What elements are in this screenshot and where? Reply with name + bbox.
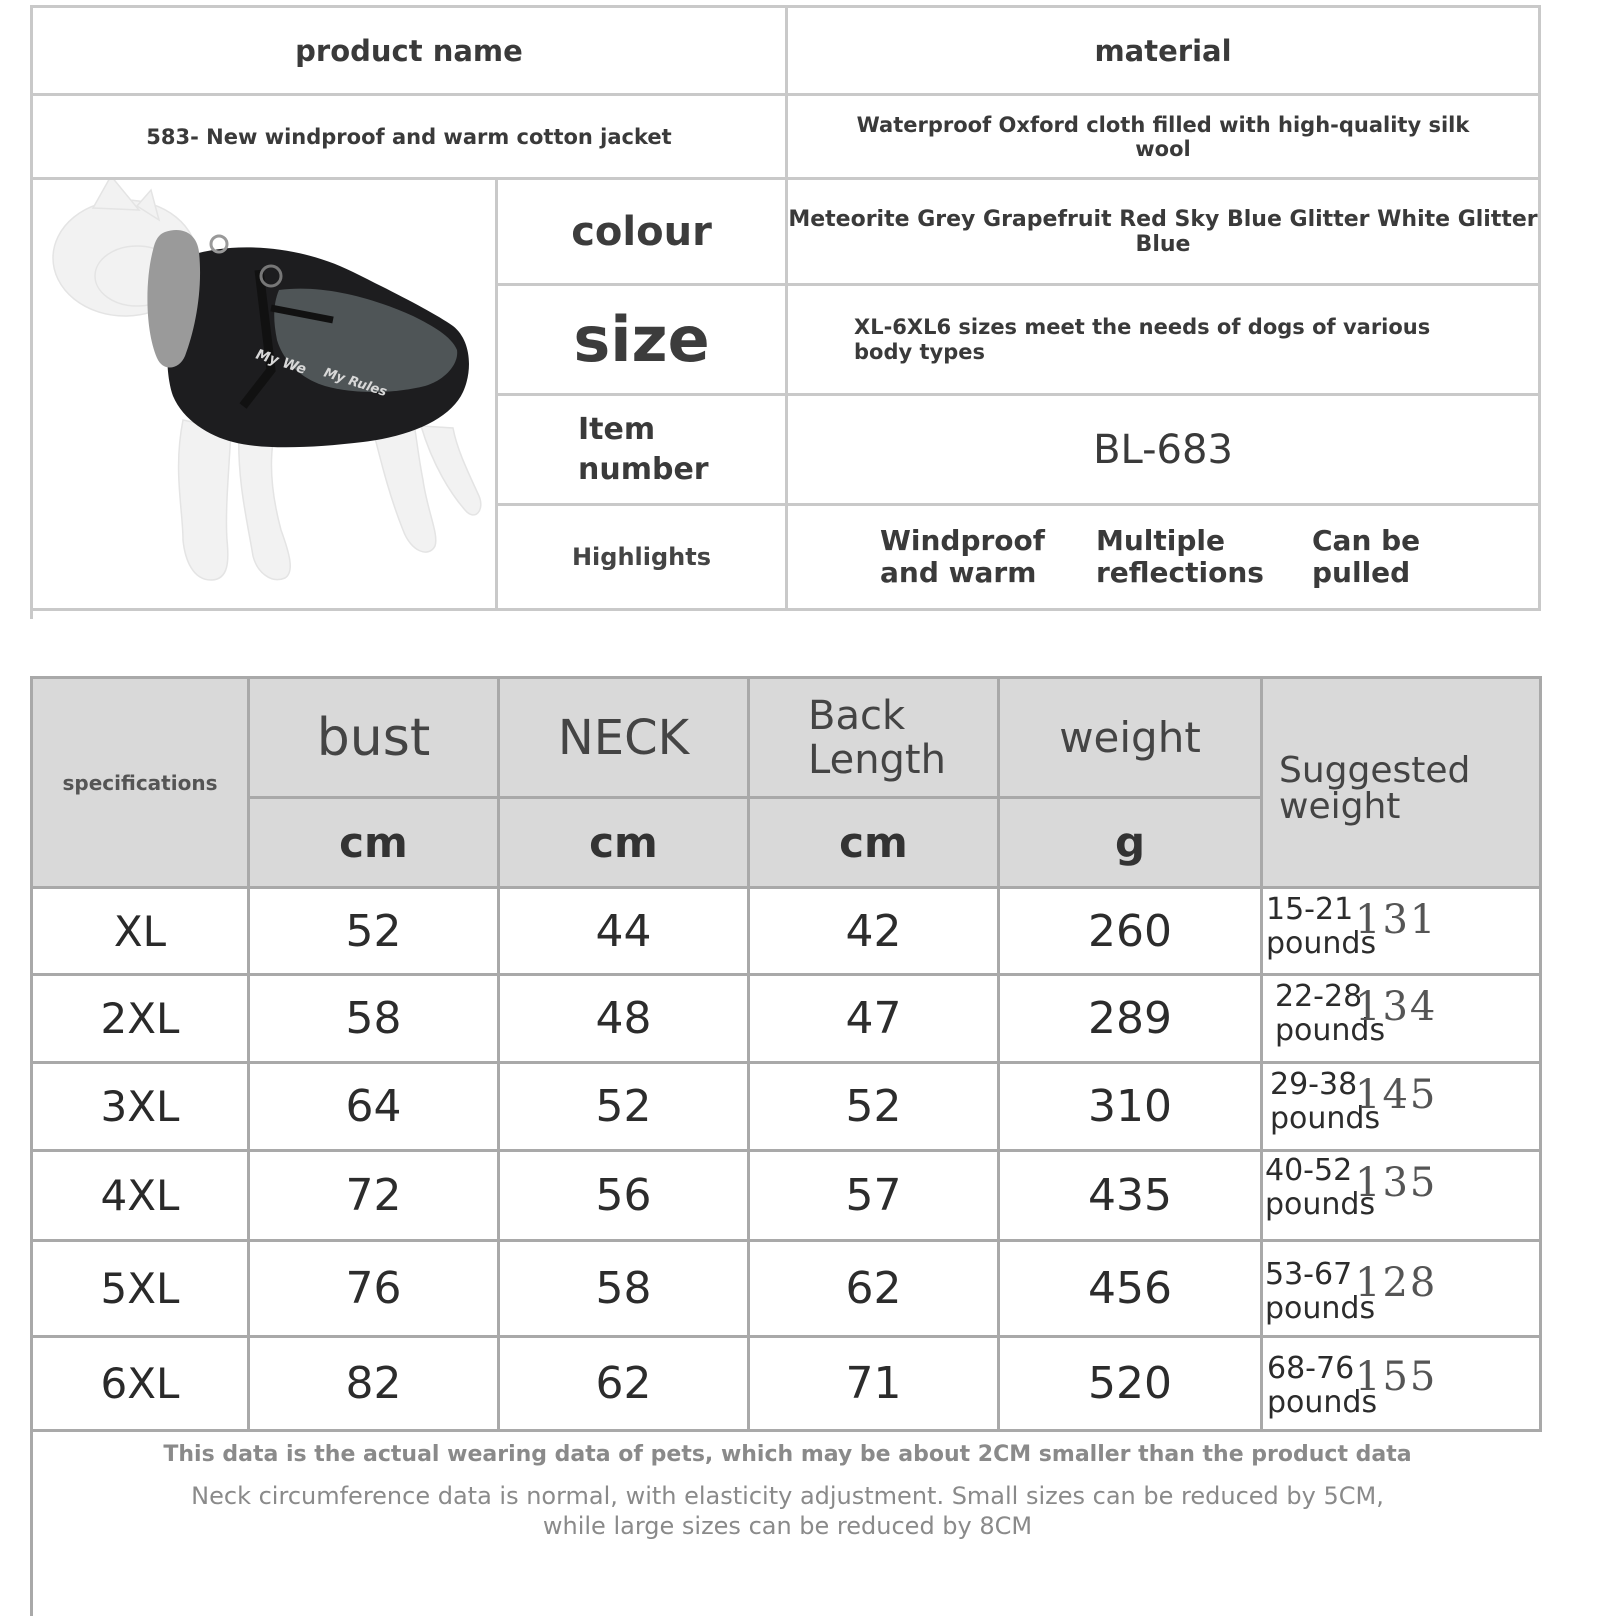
dog-jacket-image <box>33 180 495 608</box>
svg-text:My Rules: My Rules <box>321 365 389 401</box>
handwritten-note: 155 <box>1355 1354 1438 1400</box>
cell-bust: 82 <box>250 1338 500 1432</box>
cell-neck: 56 <box>500 1152 750 1242</box>
highlight-windproof: Windproof and warm <box>880 524 1045 589</box>
item-number-value: BL-683 <box>788 396 1541 506</box>
handwritten-note: 135 <box>1355 1160 1438 1206</box>
product-image-cell <box>33 180 498 611</box>
handwritten-note: 128 <box>1355 1260 1438 1306</box>
cell-neck: 52 <box>500 1064 750 1152</box>
cell-neck: 44 <box>500 889 750 976</box>
svg-text:My We: My We <box>253 346 309 378</box>
handwritten-note: 134 <box>1355 984 1438 1030</box>
cell-back-length: 52 <box>750 1064 1000 1152</box>
highlight-reflections: Multiple reflections <box>1096 524 1264 589</box>
material-value: Waterproof Oxford cloth filled with high-quality silk wool <box>788 96 1541 180</box>
suggested-range: 53-67 pounds <box>1265 1257 1376 1326</box>
row-size: XL <box>33 889 250 976</box>
colour-value: Meteorite Grey Grapefruit Red Sky Blue Glitter White Glitter Blue <box>788 180 1541 286</box>
note-neck-adjustment: Neck circumference data is normal, with elasticity adjustment. Small sizes can be reduced by 5CM, while large sizes can be reduced by 8CM <box>191 1482 1384 1540</box>
cell-bust: 64 <box>250 1064 500 1152</box>
row-size: 3XL <box>33 1064 250 1152</box>
cell-weight: 520 <box>1000 1338 1263 1432</box>
cell-neck: 58 <box>500 1242 750 1338</box>
cell-suggested <box>1263 976 1542 1064</box>
cell-suggested <box>1263 1152 1542 1242</box>
suggested-range: 29-38 pounds <box>1270 1067 1381 1136</box>
cell-back-length: 62 <box>750 1242 1000 1338</box>
col-suggested-weight: Suggested weight <box>1263 679 1542 889</box>
unit-bust: cm <box>250 799 500 889</box>
cell-bust: 52 <box>250 889 500 976</box>
unit-neck: cm <box>500 799 750 889</box>
cell-suggested <box>1263 1064 1542 1152</box>
cell-neck: 48 <box>500 976 750 1064</box>
suggested-range: 40-52 pounds <box>1265 1153 1376 1222</box>
cell-suggested <box>1263 1338 1542 1432</box>
specifications-header: specifications <box>33 679 250 889</box>
row-size: 6XL <box>33 1338 250 1432</box>
size-chart-table <box>30 676 1542 1616</box>
size-notes <box>33 1424 1542 1541</box>
highlights-values <box>788 506 1541 611</box>
note-actual-data: This data is the actual wearing data of pets, which may be about 2CM smaller than the product data <box>163 1442 1412 1467</box>
product-info-table <box>30 5 1541 619</box>
colour-label: colour <box>498 180 788 286</box>
row-size: 2XL <box>33 976 250 1064</box>
highlight-pulled: Can be pulled <box>1312 524 1421 589</box>
cell-back-length: 47 <box>750 976 1000 1064</box>
cell-weight: 456 <box>1000 1242 1263 1338</box>
header-material: material <box>788 8 1541 96</box>
row-size: 5XL <box>33 1242 250 1338</box>
suggested-range: 68-76 pounds <box>1267 1351 1378 1420</box>
size-value: XL-6XL6 sizes meet the needs of dogs of various body types <box>788 286 1541 396</box>
cell-weight: 260 <box>1000 889 1263 976</box>
product-name-value: 583- New windproof and warm cotton jacket <box>33 96 788 180</box>
cell-weight: 310 <box>1000 1064 1263 1152</box>
cell-back-length: 71 <box>750 1338 1000 1432</box>
cell-neck: 62 <box>500 1338 750 1432</box>
handwritten-note: 145 <box>1355 1072 1438 1118</box>
item-number-label: Item number <box>498 396 788 506</box>
cell-back-length: 57 <box>750 1152 1000 1242</box>
suggested-range: 15-21 pounds <box>1266 892 1377 961</box>
cell-bust: 72 <box>250 1152 500 1242</box>
size-label: size <box>498 286 788 396</box>
unit-back-length: cm <box>750 799 1000 889</box>
row-size: 4XL <box>33 1152 250 1242</box>
cell-weight: 289 <box>1000 976 1263 1064</box>
highlights-label: Highlights <box>498 506 788 611</box>
col-back-length: Back Length <box>750 679 1000 799</box>
cell-weight: 435 <box>1000 1152 1263 1242</box>
cell-bust: 76 <box>250 1242 500 1338</box>
cell-suggested <box>1263 1242 1542 1338</box>
cell-suggested <box>1263 889 1542 976</box>
suggested-range: 22-28 pounds <box>1275 979 1386 1048</box>
col-neck: NECK <box>500 679 750 799</box>
cell-bust: 58 <box>250 976 500 1064</box>
cell-back-length: 42 <box>750 889 1000 976</box>
unit-weight: g <box>1000 799 1263 889</box>
handwritten-note: 131 <box>1355 897 1438 943</box>
col-weight: weight <box>1000 679 1263 799</box>
col-bust: bust <box>250 679 500 799</box>
header-product-name: product name <box>33 8 788 96</box>
